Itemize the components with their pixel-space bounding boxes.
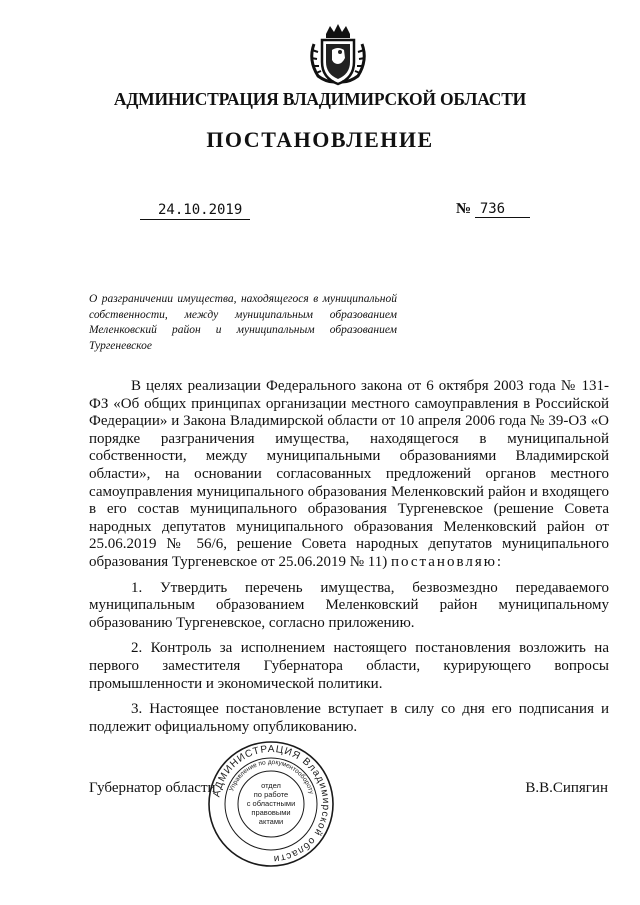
list-item: 3. Настоящее постановление вступает в силу со дня его подписания и подлежит официальному опубликованию. <box>89 701 609 735</box>
document-number-block <box>456 201 530 218</box>
official-stamp <box>207 740 335 868</box>
organization-title: АДМИНИСТРАЦИЯ ВЛАДИМИРСКОЙ ОБЛАСТИ <box>113 89 527 109</box>
stamp-center-line: с областными <box>246 799 296 808</box>
stamp-center-line: актами <box>258 817 284 826</box>
decree-word: постановляю: <box>390 553 504 570</box>
preamble-paragraph <box>89 378 609 572</box>
list-item: 2. Контроль за исполнением настоящего постановления возложить на первого заместителя Губернатора области, курирующего вопросы промышленности и экономической политики. <box>89 640 609 692</box>
signatory-title: Губернатор области <box>89 780 216 796</box>
stamp-center-line: отдел <box>261 781 281 790</box>
document-subject: О разграничении имущества, находящегося в муниципальной собственности, между муниципальным образованием Меленковский район и муниципальным образованием Тургеневское <box>89 293 397 352</box>
document-number: 736 <box>475 201 530 218</box>
preamble-text: В целях реализации Федерального закона от 6 октября 2003 года № 131-ФЗ «Об общих принципах организации местного самоуправления в Российской Федерации» и Закона Владимирской области от 10 апреля 2006 года № 39-ОЗ «О порядке разграничения имущества, находящегося в муниципальной собственности, между муниципальными образованиями Владимирской области», на основании согласованных предложений органов местного самоуправления муниципального образования Меленковский район и входящего в его состав муниципального образования Тургеневское (решение Совета народных депутатов муниципального образования Меленковский район от 25.06.2019 № 56/6, решение Совета народных депутатов муниципального образования Тургеневское от 25.06.2019 № 11) <box>89 378 609 570</box>
stamp-outer-text: АДМИНИСТРАЦИЯ Владимирской области <box>211 743 332 865</box>
coat-of-arms-icon <box>304 20 372 88</box>
list-item: 1. Утвердить перечень имущества, безвозмездно передаваемого муниципальным образованием Меленковский район муниципальному образованию Тургеневское, согласно приложению. <box>89 579 609 631</box>
stamp-center-line: правовыми <box>251 808 291 817</box>
stamp-inner-text: Управление по документообороту <box>228 758 315 795</box>
signatory-name: В.В.Сипягин <box>525 780 608 796</box>
document-type: ПОСТАНОВЛЕНИЕ <box>206 127 434 152</box>
document-date: 24.10.2019 <box>140 202 250 220</box>
number-sign: № <box>456 201 472 217</box>
stamp-center-line: по работе <box>253 790 289 799</box>
document-body <box>89 378 609 736</box>
